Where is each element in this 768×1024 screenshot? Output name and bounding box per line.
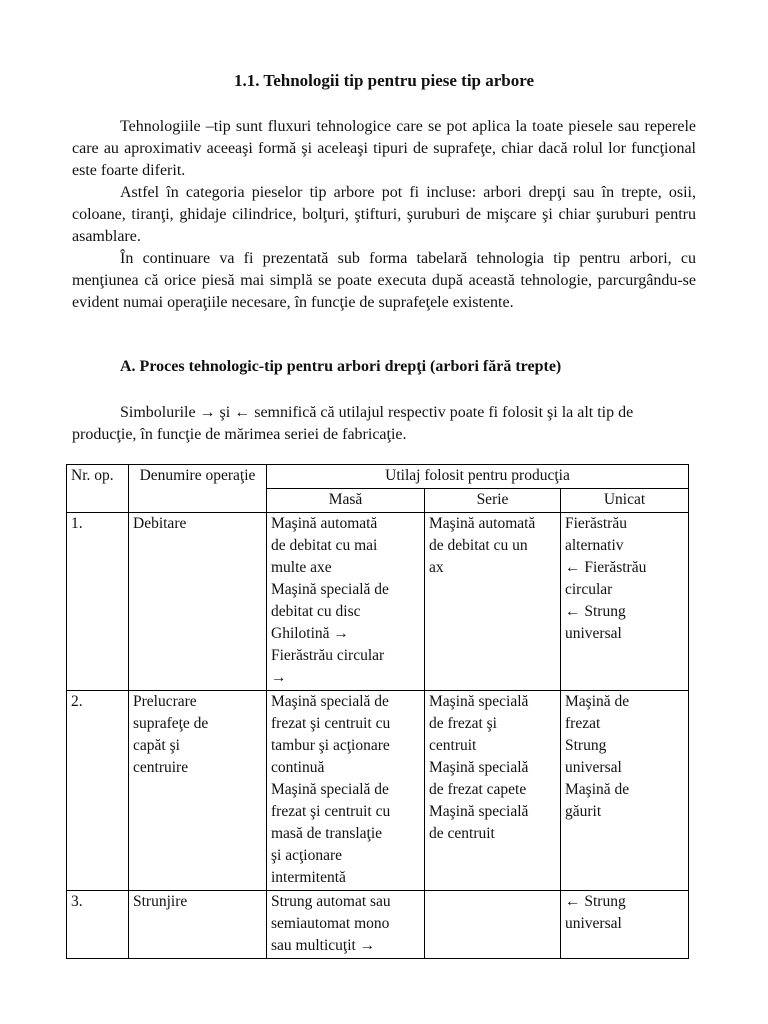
cell-line: de debitat cu mai: [271, 537, 378, 554]
section-heading: A. Proces tehnologic-tip pentru arbori drepţi (arbori fără trepte): [120, 358, 562, 375]
header-unicat: Unicat: [561, 489, 689, 513]
intro-text: [72, 116, 696, 314]
cell-line: Maşină specială de: [271, 581, 389, 598]
cell-line: Maşină automată: [429, 515, 536, 532]
cell-line: suprafeţe de: [133, 715, 209, 732]
paragraph-2: Astfel în categoria pieselor tip arbore pot fi incluse: arbori drepţi sau în trepte, osii, coloane, tiranţi, ghidaje cilindrice, bolţuri, ştifturi, şuruburi de mişcare şi chiar şuruburi pentru asamblare.: [72, 184, 696, 245]
table-row: [67, 691, 689, 891]
cell-line: continuă: [271, 759, 325, 776]
paragraph-3: În continuare va fi prezentată sub forma tabelară tehnologia tip pentru arbori, cu menţiunea că orice piesă mai simplă se poate executa după această tehnologie, parcurgându-se evident numai operaţiile necesare, în funcţie de suprafeţele existente.: [72, 250, 696, 311]
cell-line: ← Strung: [565, 893, 626, 910]
cell-serie: [425, 691, 561, 891]
header-utilaj: Utilaj folosit pentru producţia: [267, 465, 689, 489]
cell-line: Prelucrare: [133, 693, 197, 710]
header-masa: Masă: [267, 489, 425, 513]
cell-line: intermitentă: [271, 869, 346, 886]
cell-line: Maşină de: [565, 781, 630, 798]
cell-unicat: [561, 513, 689, 691]
cell-line: Strung automat sau: [271, 893, 391, 910]
cell-line: sau multicuţit →: [271, 937, 376, 954]
cell-serie: [425, 513, 561, 691]
cell-line: →: [271, 669, 287, 686]
cell-line: Strunjire: [133, 893, 188, 910]
cell-nr: 1.: [67, 513, 129, 691]
cell-masa: [267, 513, 425, 691]
cell-line: tambur şi acţionare: [271, 737, 390, 754]
header-serie: Serie: [425, 489, 561, 513]
cell-line: centruire: [133, 759, 189, 776]
cell-line: frezat: [565, 715, 601, 732]
cell-line: Debitare: [133, 515, 187, 532]
cell-line: Fierăstrău circular: [271, 647, 385, 664]
cell-line: de centruit: [429, 825, 495, 842]
cell-denumire: [129, 691, 267, 891]
cell-serie: [425, 891, 561, 959]
cell-line: Fierăstrău: [565, 515, 627, 532]
cell-line: de frezat şi: [429, 715, 497, 732]
cell-line: centruit: [429, 737, 477, 754]
symbols-note: Simbolurile → şi ← semnifică că utilajul respectiv poate fi folosit şi la alt tip de producţie, în funcţie de mărimea seriei de fabricaţie.: [72, 404, 634, 443]
cell-line: circular: [565, 581, 613, 598]
cell-denumire: [129, 891, 267, 959]
table-row: [67, 891, 689, 959]
cell-line: debitat cu disc: [271, 603, 361, 620]
cell-unicat: [561, 691, 689, 891]
cell-line: universal: [565, 915, 622, 932]
table-row: [67, 513, 689, 691]
cell-line: ← Fierăstrău: [565, 559, 647, 576]
cell-line: Maşină de: [565, 693, 630, 710]
paragraph-1: Tehnologiile –tip sunt fluxuri tehnologice care se pot aplica la toate piesele sau reperele care au aproximativ aceeaşi formă şi aceleaşi tipuri de suprafeţe, chiar dacă rolul lor funcţional este foarte diferit.: [72, 118, 696, 179]
cell-line: alternativ: [565, 537, 624, 554]
cell-line: Maşină specială: [429, 693, 529, 710]
cell-line: Maşină specială: [429, 803, 529, 820]
cell-line: semiautomat mono: [271, 915, 390, 932]
cell-line: Maşină automată: [271, 515, 378, 532]
cell-line: masă de translaţie: [271, 825, 383, 842]
cell-nr: 3.: [67, 891, 129, 959]
cell-line: universal: [565, 625, 622, 642]
cell-masa: [267, 891, 425, 959]
cell-line: frezat şi centruit cu: [271, 803, 391, 820]
cell-line: Ghilotină →: [271, 625, 349, 642]
cell-line: Maşină specială: [429, 759, 529, 776]
cell-line: Strung: [565, 737, 607, 754]
technology-table: [66, 464, 689, 959]
cell-line: universal: [565, 759, 622, 776]
cell-line: Maşină specială de: [271, 781, 389, 798]
cell-line: de debitat cu un: [429, 537, 528, 554]
cell-line: capăt şi: [133, 737, 180, 754]
header-denumire-operatie: Denumire operaţie: [129, 465, 267, 513]
cell-line: ax: [429, 559, 444, 576]
cell-line: ← Strung: [565, 603, 626, 620]
cell-line: de frezat capete: [429, 781, 527, 798]
cell-line: multe axe: [271, 559, 332, 576]
cell-unicat: [561, 891, 689, 959]
cell-line: găurit: [565, 803, 602, 820]
symbols-note-block: [72, 402, 696, 446]
header-nr-op: Nr. op.: [67, 465, 129, 513]
table-body: [67, 513, 689, 959]
cell-masa: [267, 691, 425, 891]
cell-line: Maşină specială de: [271, 693, 389, 710]
cell-denumire: [129, 513, 267, 691]
cell-line: şi acţionare: [271, 847, 343, 864]
cell-line: frezat şi centruit cu: [271, 715, 391, 732]
cell-nr: 2.: [67, 691, 129, 891]
page-title: 1.1. Tehnologii tip pentru piese tip arbore: [233, 71, 535, 90]
